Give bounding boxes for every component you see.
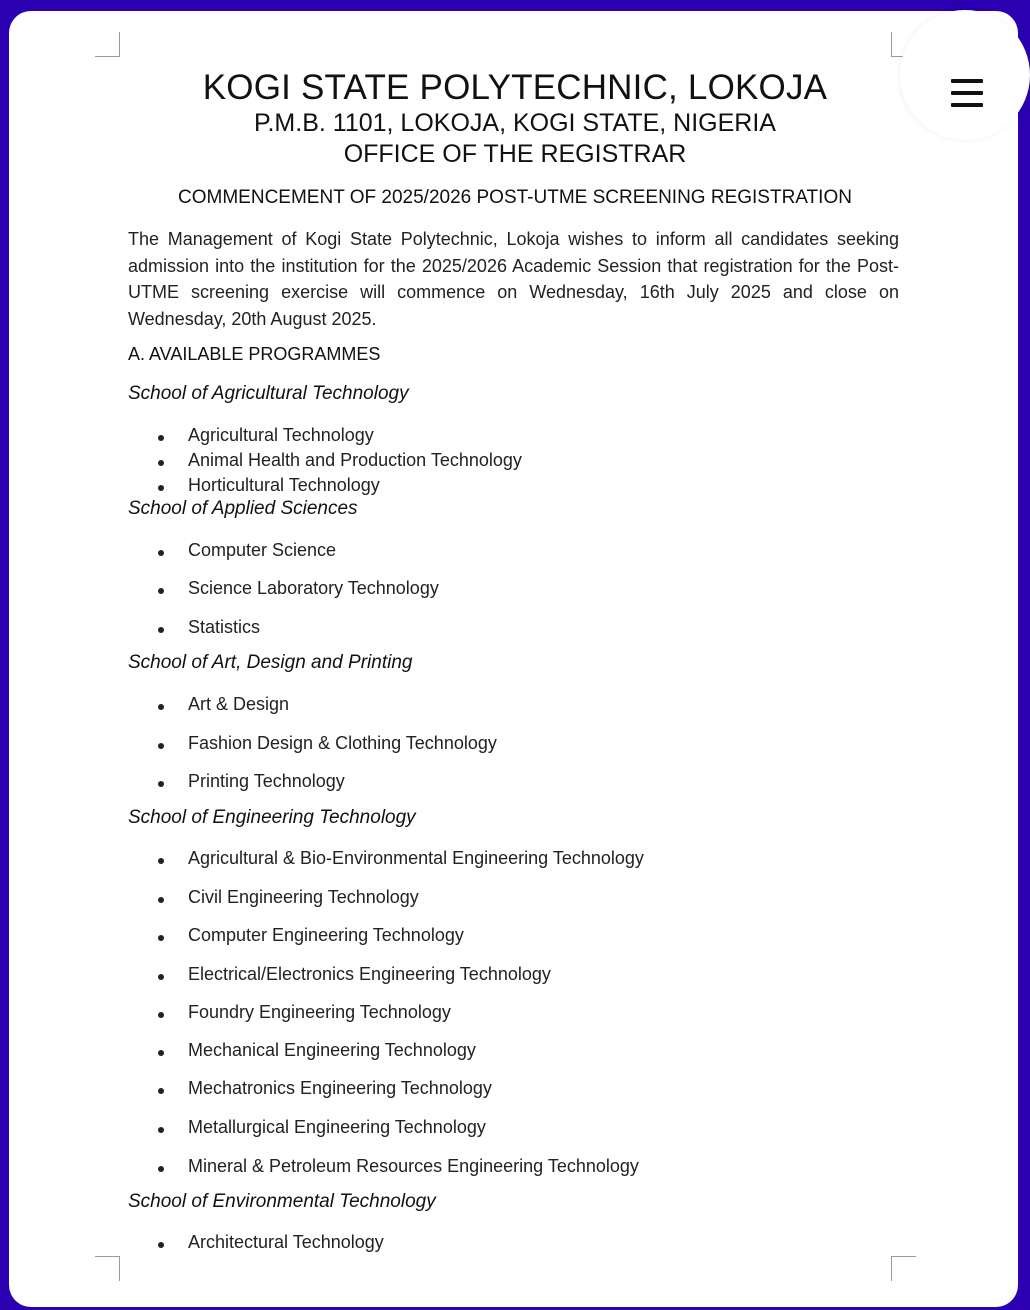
- bullet-icon: [158, 460, 164, 466]
- institution-address: P.M.B. 1101, LOKOJA, KOGI STATE, NIGERIA: [254, 109, 776, 137]
- programme-label: Architectural Technology: [188, 1232, 384, 1252]
- programme-label: Agricultural Technology: [188, 425, 374, 445]
- programme-label: Mechanical Engineering Technology: [188, 1040, 476, 1060]
- programme-label: Electrical/Electronics Engineering Technology: [188, 964, 551, 984]
- institution-title: KOGI STATE POLYTECHNIC, LOKOJA: [202, 68, 828, 107]
- school-heading: School of Environmental Technology: [128, 1191, 436, 1212]
- crop-mark-bottom-left: [95, 1256, 120, 1281]
- school-heading: School of Engineering Technology: [128, 807, 416, 828]
- programme-label: Metallurgical Engineering Technology: [188, 1117, 486, 1137]
- bullet-icon: [158, 897, 164, 903]
- bullet-icon: [158, 858, 164, 864]
- programme-label: Computer Science: [188, 540, 337, 560]
- crop-mark-top-left: [95, 32, 120, 57]
- bullet-icon: [158, 1088, 164, 1094]
- bullet-icon: [158, 485, 164, 491]
- office-heading: OFFICE OF THE REGISTRAR: [343, 140, 687, 168]
- bullet-icon: [158, 1242, 164, 1248]
- programme-label: Computer Engineering Technology: [188, 925, 464, 945]
- programme-label: Science Laboratory Technology: [188, 578, 439, 598]
- bullet-icon: [158, 588, 164, 594]
- crop-mark-bottom-right: [891, 1256, 916, 1281]
- programme-label: Statistics: [188, 617, 261, 637]
- programme-label: Animal Health and Production Technology: [188, 450, 522, 470]
- bullet-icon: [158, 781, 164, 787]
- notice-paragraph: The Management of Kogi State Polytechnic, Lokoja wishes to inform all candidates seeking admission into the institution for the 2025/2026 Academic Session that registration for the Post-UTME screening exercise will commence on Wednesday, 16th July 2025 and close on Wednesday, 20th August 2025.: [128, 229, 899, 329]
- bullet-icon: [158, 1166, 164, 1172]
- bullet-icon: [158, 435, 164, 441]
- bullet-icon: [158, 1012, 164, 1018]
- bullet-icon: [158, 550, 164, 556]
- school-heading: School of Applied Sciences: [128, 498, 358, 519]
- programme-label: Horticultural Technology: [188, 475, 380, 495]
- bullet-icon: [158, 1127, 164, 1133]
- notice-subject: COMMENCEMENT OF 2025/2026 POST-UTME SCREENING REGISTRATION: [178, 187, 852, 208]
- programme-label: Foundry Engineering Technology: [188, 1002, 451, 1022]
- bullet-icon: [158, 974, 164, 980]
- bullet-icon: [158, 935, 164, 941]
- bullet-icon: [158, 704, 164, 710]
- school-heading: School of Art, Design and Printing: [128, 652, 413, 673]
- programme-label: Mechatronics Engineering Technology: [188, 1078, 492, 1098]
- bullet-icon: [158, 627, 164, 633]
- programme-label: Printing Technology: [188, 771, 345, 791]
- programme-label: Civil Engineering Technology: [188, 887, 419, 907]
- bullet-icon: [158, 1050, 164, 1056]
- section-title: A. AVAILABLE PROGRAMMES: [128, 344, 381, 364]
- bullet-icon: [158, 743, 164, 749]
- school-heading: School of Agricultural Technology: [128, 383, 409, 404]
- programme-label: Art & Design: [188, 694, 290, 714]
- programme-label: Fashion Design & Clothing Technology: [188, 733, 497, 753]
- programme-label: Mineral & Petroleum Resources Engineering Technology: [188, 1156, 639, 1176]
- programme-label: Agricultural & Bio-Environmental Engineering Technology: [188, 848, 644, 868]
